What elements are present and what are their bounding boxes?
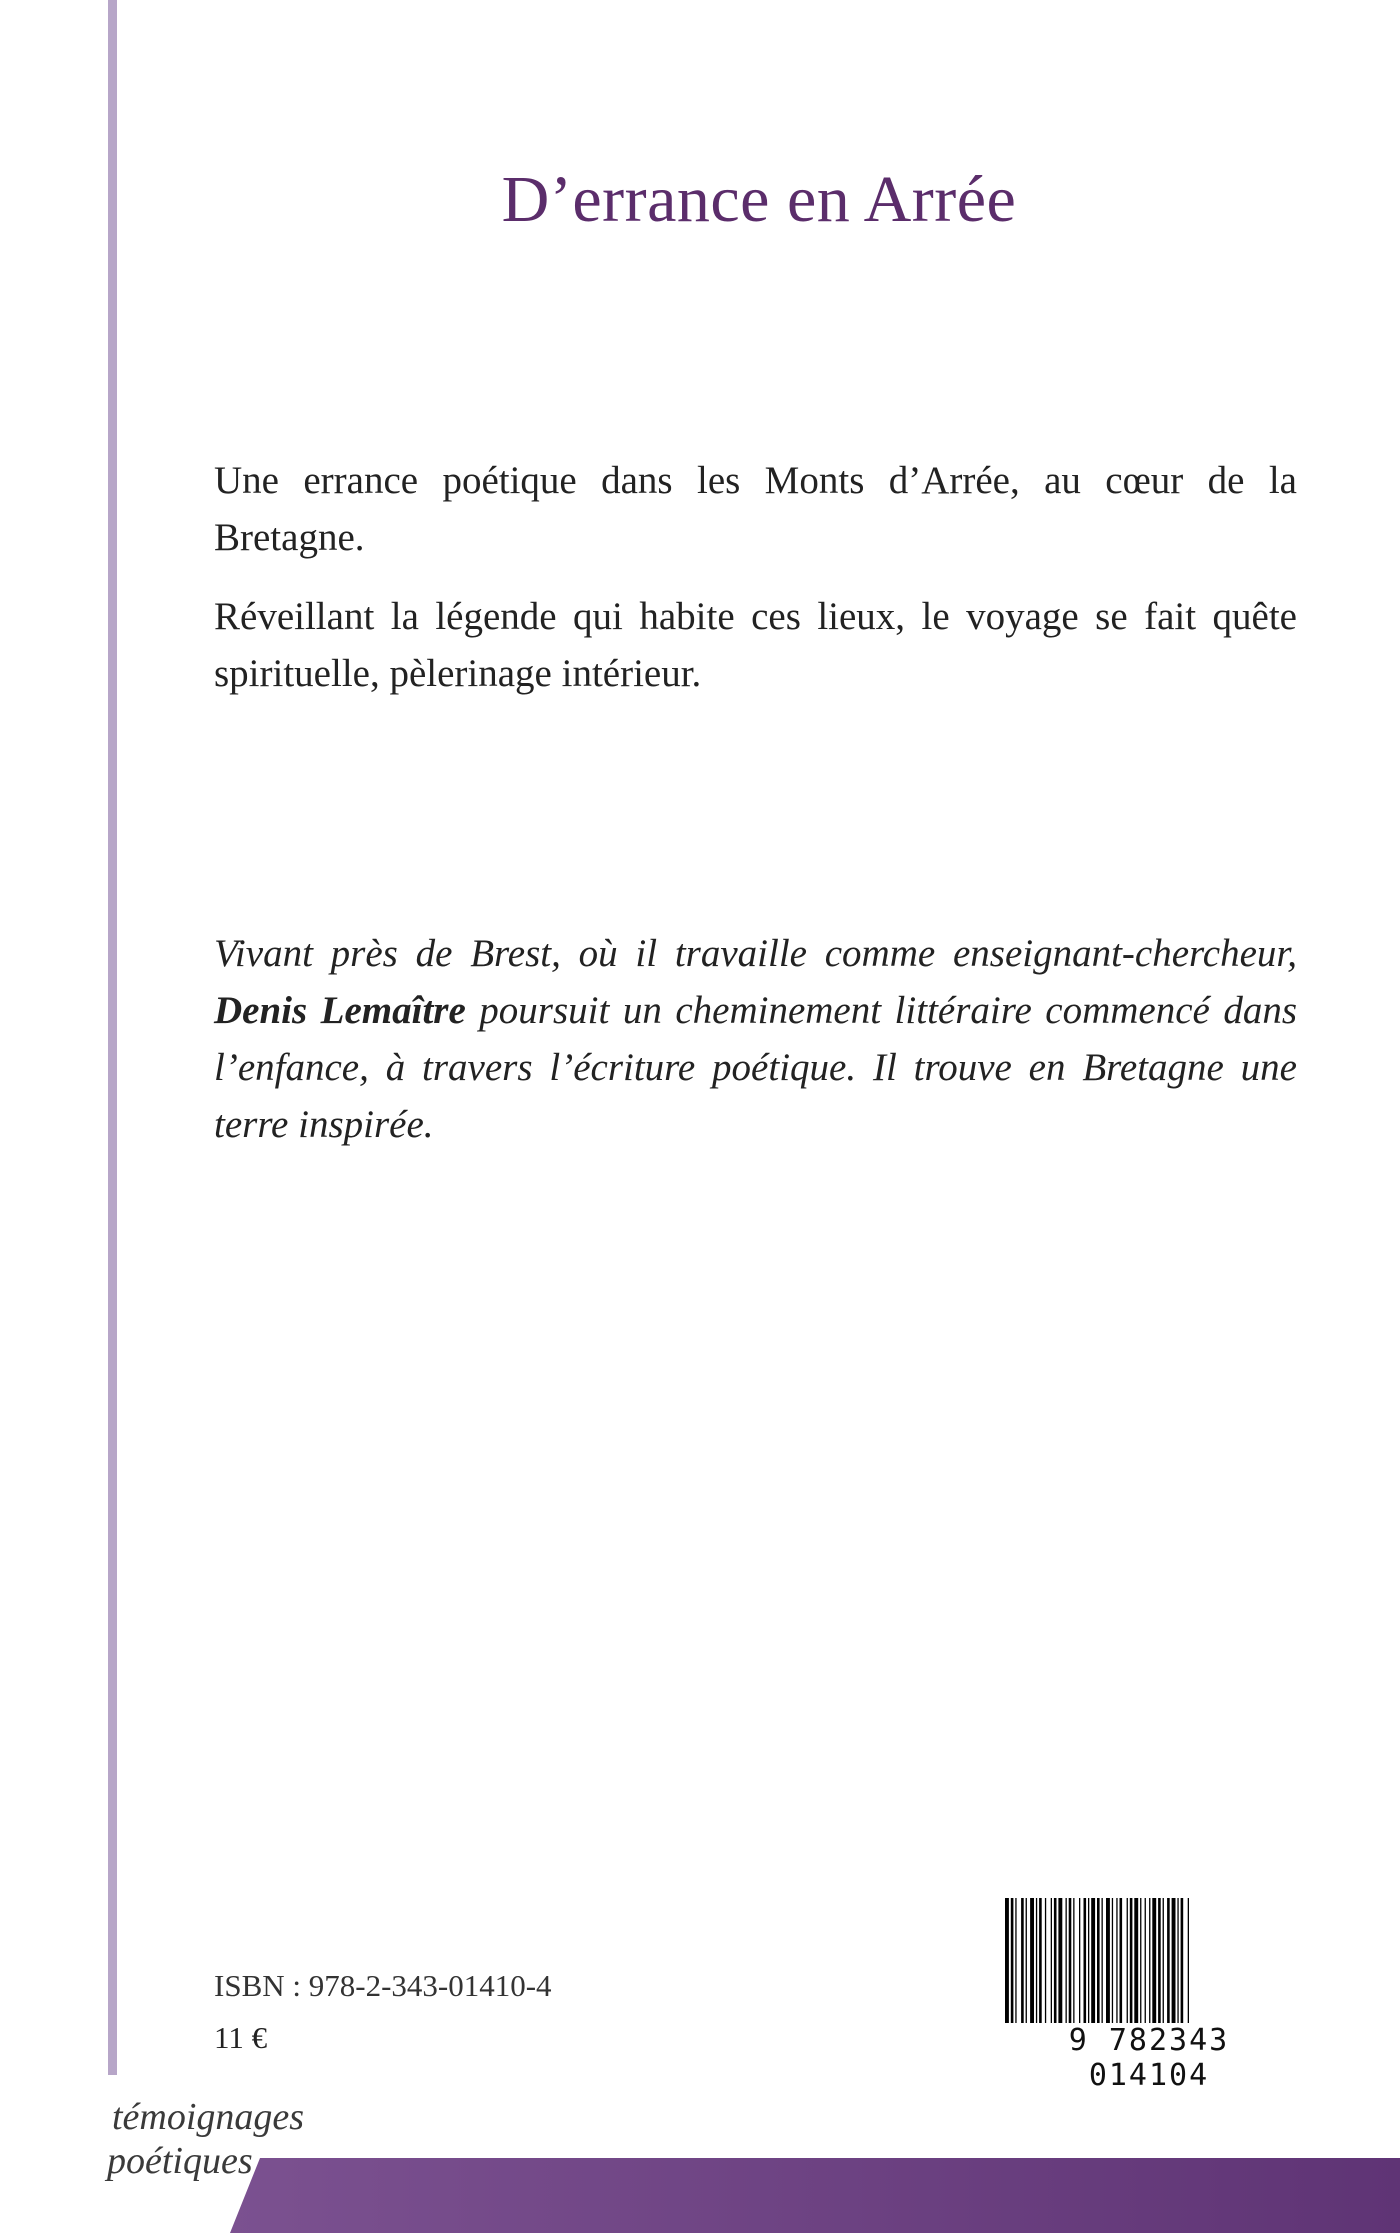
- book-title: D’errance en Arrée: [501, 163, 1017, 237]
- isbn-label: ISBN : 978-2-343-01410-4: [214, 1968, 552, 2003]
- collection-line-2: poétiques: [107, 2140, 253, 2182]
- spine-accent-bar: [108, 0, 117, 2075]
- price-label: 11 €: [214, 2020, 268, 2055]
- author-name: Denis Lemaître: [214, 989, 466, 1032]
- collection-line-1: témoignages: [112, 2096, 305, 2138]
- author-bio: [214, 925, 1297, 1153]
- synopsis-paragraph-1: Une errance poétique dans les Monts d’Arrée, au cœur de la Bretagne.: [214, 459, 1297, 559]
- barcode-number: 9 782343 014104: [1003, 2023, 1295, 2093]
- bottom-band: [230, 2158, 1400, 2233]
- bio-rest: poursuit un cheminement littéraire commencé dans l’enfance, à travers l’écriture poétique. Il trouve en Bretagne une terre inspirée.: [214, 989, 1298, 1146]
- synopsis-paragraph-2: Réveillant la légende qui habite ces lieux, le voyage se fait quête spirituelle, pèlerinage intérieur.: [214, 595, 1297, 695]
- bio-intro: Vivant près de Brest, où il travaille comme enseignant-chercheur,: [214, 932, 1297, 975]
- synopsis: [214, 452, 1297, 724]
